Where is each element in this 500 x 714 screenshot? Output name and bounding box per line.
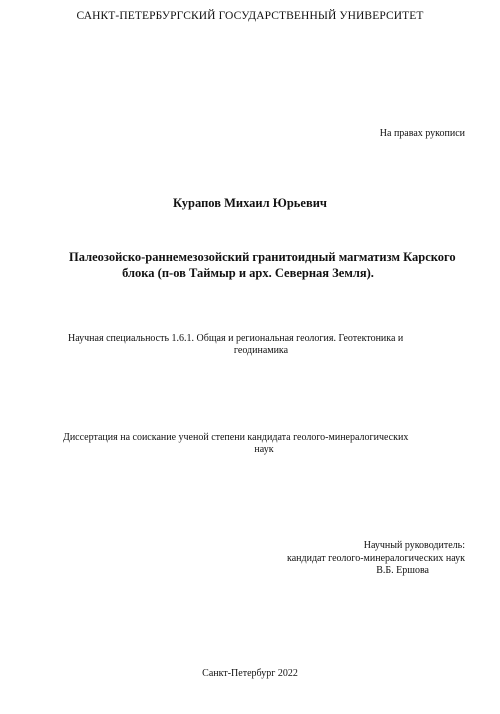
dissertation-title [69, 249, 469, 281]
supervisor-name: В.Б. Ершова [376, 565, 429, 576]
author-name: Курапов Михаил Юрьевич [173, 196, 327, 210]
degree-statement-line-2: наук [254, 444, 274, 455]
degree-statement [63, 432, 473, 456]
degree-statement-line-1: Диссертация на соискание ученой степени кандидата геолого-минералогических [63, 432, 409, 443]
dissertation-title-line-1: Палеозойско-раннемезозойский гранитоидный магматизм Карского [69, 250, 456, 264]
specialty-line-1: Научная специальность 1.6.1. Общая и региональная геология. Геотектоника и [68, 333, 404, 344]
scientific-specialty [68, 333, 468, 357]
manuscript-rights-note: На правах рукописи [379, 128, 465, 139]
university-name: САНКТ-ПЕТЕРБУРГСКИЙ ГОСУДАРСТВЕННЫЙ УНИВЕРСИТЕТ [76, 10, 424, 22]
specialty-line-2: геодинамика [233, 345, 289, 356]
supervisor-degree: кандидат геолого-минералогических наук [287, 552, 465, 564]
supervisor-label: Научный руководитель: [363, 540, 465, 551]
supervisor-block [287, 540, 465, 578]
city-and-year: Санкт-Петербург 2022 [202, 668, 298, 679]
dissertation-title-line-2: блока (п-ов Таймыр и арх. Северная Земля). [122, 266, 374, 280]
